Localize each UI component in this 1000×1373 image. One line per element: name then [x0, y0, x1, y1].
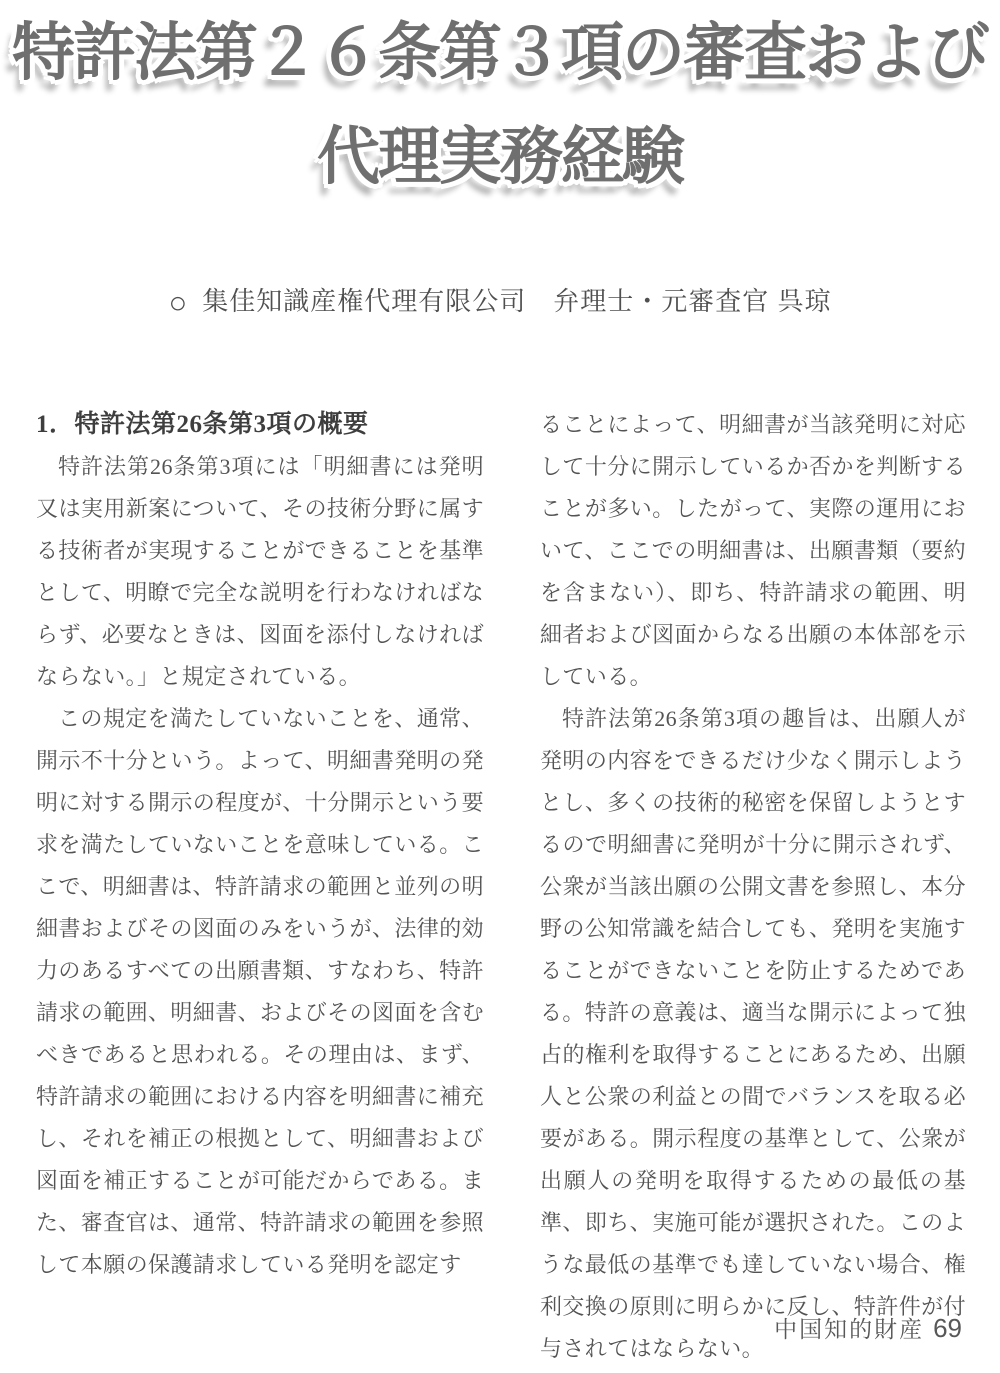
- section-1-heading: 1．特許法第26条第3項の概要: [36, 411, 369, 438]
- page-number: 69: [933, 1313, 962, 1343]
- article-body: [36, 404, 966, 1370]
- author-bullet-circle-icon: ○: [168, 285, 189, 320]
- paragraph-2: この規定を満たしていないことを、通常、開示不十分という。よって、明細書発明の発明に対する開示の程度が、十分開示という要求を満たしていないことを意味している。ここで、明細書は、特許請求の範囲と並列の明細書およびその図面のみをいうが、法律的効力のあるすべての出願書類、すなわち、特許請求の範囲、明細書、およびその図面を含むべきであると思われる。その理由は、まず、特許請求の範囲における内容を明細書に補充し、それを補正の根拠として、明細書および図面を補正することが可能だからである。また、審査官は、通常、特許請求の範囲を参照して本願の保護請求している発明を認定す: [36, 706, 485, 1277]
- article-title-line2: 代理実務経験: [317, 122, 683, 192]
- author-text: 集佳知識産権代理有限公司 弁理士・元審査官 呉琼: [202, 286, 832, 316]
- paragraph-3: 特許法第26条第3項の趣旨は、出願人が発明の内容をできるだけ少なく開示しようとし、多くの技術的秘密を保留しようとするので明細書に発明が十分に開示されず、公衆が当該出願の公開文書を参照し、本分野の公知常識を結合しても、発明を実施することができないことを防止するためである。特許の意義は、適当な開示によって独占的権利を取得することにあるため、出願人と公衆の利益との間でバランスを取る必要がある。開示程度の基準として、公衆が出願人の発明を取得するための最低の基準、即ち、実施可能が選択された。このような最低の基準でも達していない場合、権利交換の原則に明らかに反し、特許件が付与されてはならない。: [540, 706, 966, 1361]
- paragraph-2-continued: ることによって、明細書が当該発明に対応して十分に開示しているか否かを判断することが多い。したがって、実際の運用において、ここでの明細書は、出願書類（要約を含まない）、即ち、特許請求の範囲、明細者および図面からなる出願の本体部を示している。: [540, 412, 966, 689]
- left-column: [36, 404, 484, 1370]
- author-line: [0, 281, 1000, 321]
- page-footer: [774, 1311, 962, 1344]
- journal-name: 中国知的財産: [774, 1317, 925, 1342]
- right-column: [540, 404, 966, 1370]
- article-title-line1: 特許法第２６条第３項の審査および: [12, 18, 988, 88]
- paragraph-1: 特許法第26条第3項には「明細書には発明又は実用新案について、その技術分野に属する技術者が実現することができることを基準として、明瞭で完全な説明を行わなければならず、必要なときは、図面を添付しなければならない。」と規定されている。: [36, 454, 485, 689]
